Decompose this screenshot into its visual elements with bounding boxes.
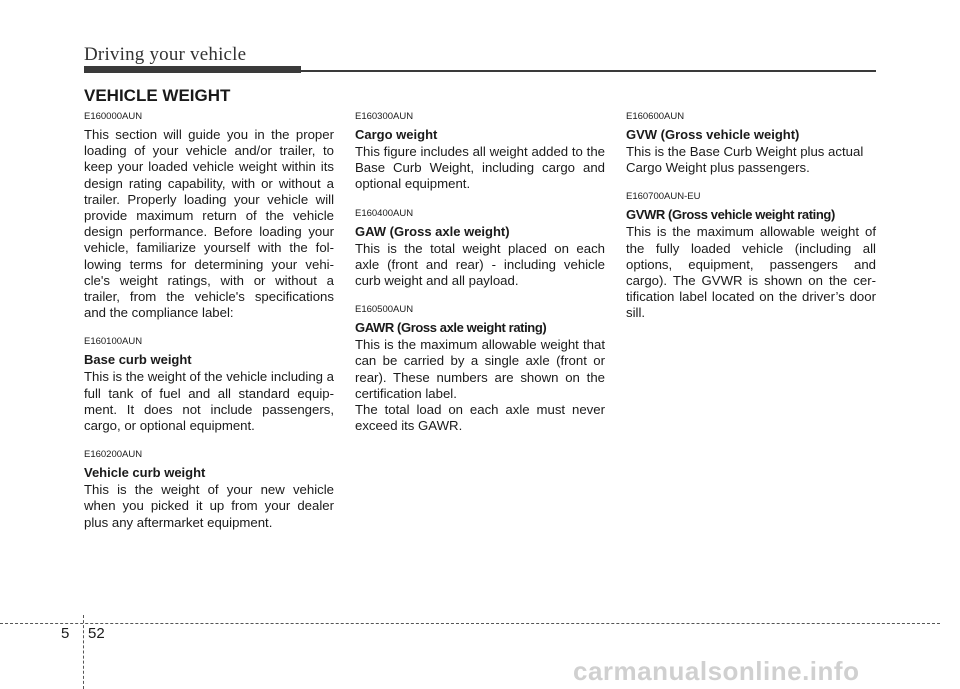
- section-code: E160700AUN-EU: [626, 191, 701, 203]
- gawr-block: [355, 304, 605, 434]
- gaw-block: [355, 208, 605, 290]
- gawr-text-note: The total load on each axle must never exceed its GAWR.: [355, 402, 605, 434]
- gvwr-heading: GVWR (Gross vehicle weight rating): [626, 207, 835, 223]
- section-code: E160500AUN: [355, 304, 414, 316]
- header-rule-thin: [301, 70, 876, 72]
- gvw-text: This is the Base Curb Weight plus actual Cargo Weight plus passengers.: [626, 144, 864, 176]
- vehicle-curb-weight-block: [84, 449, 334, 531]
- section-code: E160600AUN: [626, 111, 685, 122]
- column-3: [626, 111, 876, 337]
- vehicle-curb-weight-heading: Vehicle curb weight: [84, 465, 206, 481]
- section-code: E160100AUN: [84, 336, 143, 348]
- header-rule-thick: [84, 66, 301, 73]
- section-code: E160400AUN: [355, 207, 414, 219]
- gvw-heading: GVW (Gross vehicle weight): [626, 127, 800, 142]
- gaw-heading: GAW (Gross axle weight): [355, 223, 510, 239]
- intro-text: This section will guide you in the proper loading of your vehicle and/or trailer, to keep your loaded vehicle weight within its design rating capability, with or without a trailer. Properly loading your vehicle will provide maximum return of the vehicle design performance. Before loading your vehicle, familiarize yourself with the fol-lowing terms for determining your vehi-cle's weight ratings, with or without a trailer, from the vehicle's specifications and the compliance label:: [84, 127, 334, 321]
- column-2: [355, 111, 605, 449]
- gvwr-block: [626, 191, 876, 321]
- gvw-block: [626, 111, 876, 176]
- base-curb-weight-heading: Base curb weight: [84, 352, 192, 368]
- section-code: E160300AUN: [355, 111, 414, 122]
- base-curb-weight-block: [84, 336, 334, 434]
- gaw-text: This is the total weight placed on each axle (front and rear) - including vehicle curb weight and all payload.: [355, 240, 605, 289]
- section-code: E160000AUN: [84, 111, 143, 122]
- gawr-text: This is the maximum allowable weight that can be carried by a single axle (front or rear). These numbers are shown on the certification label.: [355, 337, 605, 401]
- footer-divider: [0, 623, 940, 624]
- footer-vertical-divider: [83, 615, 84, 689]
- cargo-weight-text: This figure includes all weight added to the Base Curb Weight, including cargo and optional equipment.: [355, 144, 605, 192]
- gvwr-text: This is the maximum allowable weight of the fully loaded vehicle (including all options, equipment, passengers and cargo). The GVWR is shown on the cer-tification label located on the driver’s door sill.: [626, 224, 876, 321]
- intro-block: [84, 111, 334, 321]
- section-number: 5: [61, 625, 70, 642]
- page-number: 52: [88, 625, 105, 642]
- gawr-heading: GAWR (Gross axle weight rating): [355, 320, 547, 336]
- section-title: VEHICLE WEIGHT: [84, 86, 231, 105]
- column-1: [84, 111, 334, 546]
- base-curb-weight-text: This is the weight of the vehicle including a full tank of fuel and all standard equip-ment. It does not include passengers, cargo, or optional equipment.: [84, 369, 334, 434]
- vehicle-curb-weight-text: This is the weight of your new vehicle when you picked it up from your dealer plus any aftermarket equipment.: [84, 482, 334, 530]
- cargo-weight-heading: Cargo weight: [355, 127, 438, 142]
- section-code: E160200AUN: [84, 449, 143, 461]
- chapter-title: Driving your vehicle: [84, 44, 247, 65]
- cargo-weight-block: [355, 111, 605, 193]
- watermark: carmanualsonline.info: [573, 656, 860, 686]
